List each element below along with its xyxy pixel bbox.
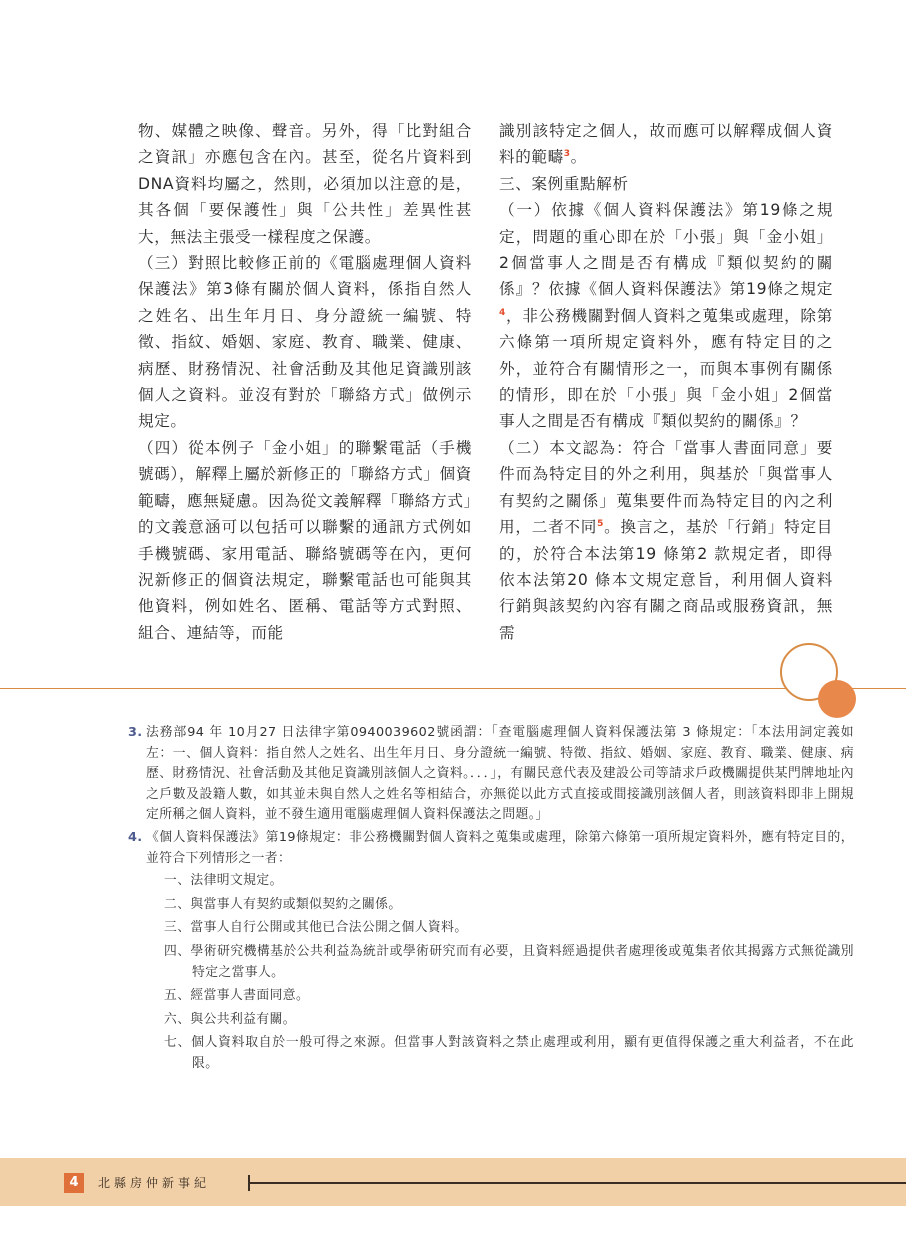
right-column (499, 118, 833, 646)
footnote-text: 法務部94 年 10月27 日法律字第0940039602號函謂：「查電腦處理個人資料保護法第 3 條規定：「本法用詞定義如左：一、個人資料：指自然人之姓名、出生年月日、身分證統一編號、特徵、指紋、婚姻、家庭、教育、職業、健康、病歷、財務情況、社會活動及其他足資識別該個人之資料。．．．」，有關民意代表及建設公司等請求戶政機關提供某門牌地址內之戶數及設籍人數，如其並未與自然人之姓名等相結合，亦無從以此方式直接或間接識別該個人者，則該資料即非上開規定所稱之個人資料，並不發生適用電腦處理個人資料保護法之問題。」 (146, 725, 854, 823)
list-item: 五、經當事人書面同意。 (164, 988, 310, 1004)
paragraph (499, 118, 833, 171)
magazine-title: 北縣房仲新事紀 (98, 1176, 211, 1190)
footnote-number: 3. (128, 725, 143, 740)
list-item: 六、與公共利益有關。 (164, 1011, 296, 1027)
paragraph: 物、媒體之映像、聲音。另外，得「比對組合之資訊」亦應包含在內。甚至，從名片資料到DNA資料均屬之，然則，必須加以注意的是，其各個「要保護性」與「公共性」差異性甚大，無法主張受一樣程度之保護。 (138, 122, 472, 246)
paragraph-text: 識別該特定之個人，故而應可以解釋成個人資料的範疇 (499, 122, 833, 167)
left-column (138, 118, 472, 646)
page-number: 4 (64, 1173, 84, 1193)
paragraph-text: （二）本文認為：符合「當事人書面同意」要件而為特定目的外之利用，與基於「與當事人有契約之關係」蒐集要件而為特定目的內之利用，二者不同 (499, 438, 833, 537)
paragraph: （三）對照比較修正前的《電腦處理個人資料保護法》第3條有關於個人資料，係指自然人之姓名、出生年月日、身分證統一編號、特徵、指紋、婚姻、家庭、教育、職業、健康、病歷、財務情況、社會活動及其他足資識別該個人之資料。並沒有對於「聯絡方式」做例示規定。 (138, 254, 472, 431)
footnote-list (146, 871, 854, 1074)
list-item: 四、學術研究機構基於公共利益為統計或學術研究而有必要，且資料經過提供者處理後或蒐集者依其揭露方式無從識別特定之當事人。 (164, 943, 854, 980)
footer-rule (250, 1182, 906, 1184)
paragraph-text: 。 (570, 148, 587, 167)
footnote-3 (128, 723, 854, 826)
list-item: 二、與當事人有契約或類似契約之關係。 (164, 896, 402, 912)
footnote-number: 4. (128, 829, 143, 845)
decorative-dot (818, 680, 856, 718)
list-item: 一、法律明文規定。 (164, 873, 283, 889)
paragraph: （四）從本例子「金小姐」的聯繫電話（手機號碼），解釋上屬於新修正的「聯絡方式」個資範疇，應無疑慮。因為從文義解釋「聯絡方式」的文義意涵可以包括可以聯繫的通訊方式例如手機號碼、家用電話、聯絡號碼等在內，更何況新修正的個資法規定，聯繫電話也可能與其他資料，例如姓名、匿稱、電話等方式對照、組合、連結等，而能 (138, 438, 472, 642)
list-item: 三、當事人自行公開或其他已合法公開之個人資料。 (164, 920, 468, 936)
footnote-ref[interactable]: 3 (563, 149, 571, 160)
footnote-ref[interactable]: 4 (499, 307, 506, 318)
paragraph (499, 197, 833, 435)
footnotes (128, 723, 854, 1078)
section-heading: 三、案例重點解析 (499, 174, 629, 193)
footnote-divider (0, 688, 906, 689)
footnote-text: 《個人資料保護法》第19條規定：非公務機關對個人資料之蒐集或處理，除第六條第一項所規定資料外，應有特定目的，並符合下列情形之一者： (146, 829, 854, 866)
list-item: 七、個人資料取自於一般可得之來源。但當事人對該資料之禁止處理或利用，顯有更值得保護之重大利益者，不在此限。 (164, 1035, 854, 1071)
paragraph-text: ，非公務機關對個人資料之蒐集或處理，除第六條第一項所規定資料外，應有特定目的之外，並符合有關情形之一，而與本事例有關係的情形，即在於「小張」與「金小姐」2個當事人之間是否有構成『類似契約的關係』？ (499, 306, 833, 431)
paragraph-text: 。換言之，基於「行銷」特定目的，於符合本法第19 條第2 款規定者，即得依本法第20 條本文規定意旨，利用個人資料行銷與該契約內容有關之商品或服務資訊，無需 (499, 518, 833, 642)
footnote-4 (128, 828, 854, 1075)
paragraph-text: （一）依據《個人資料保護法》第19條之規定，問題的重心即在於「小張」與「金小姐」2個當事人之間是否有構成『類似契約的關係』？依據《個人資料保護法》第19條之規定 (499, 201, 833, 299)
paragraph (499, 435, 833, 646)
footnote-ref[interactable]: 5 (597, 518, 605, 529)
